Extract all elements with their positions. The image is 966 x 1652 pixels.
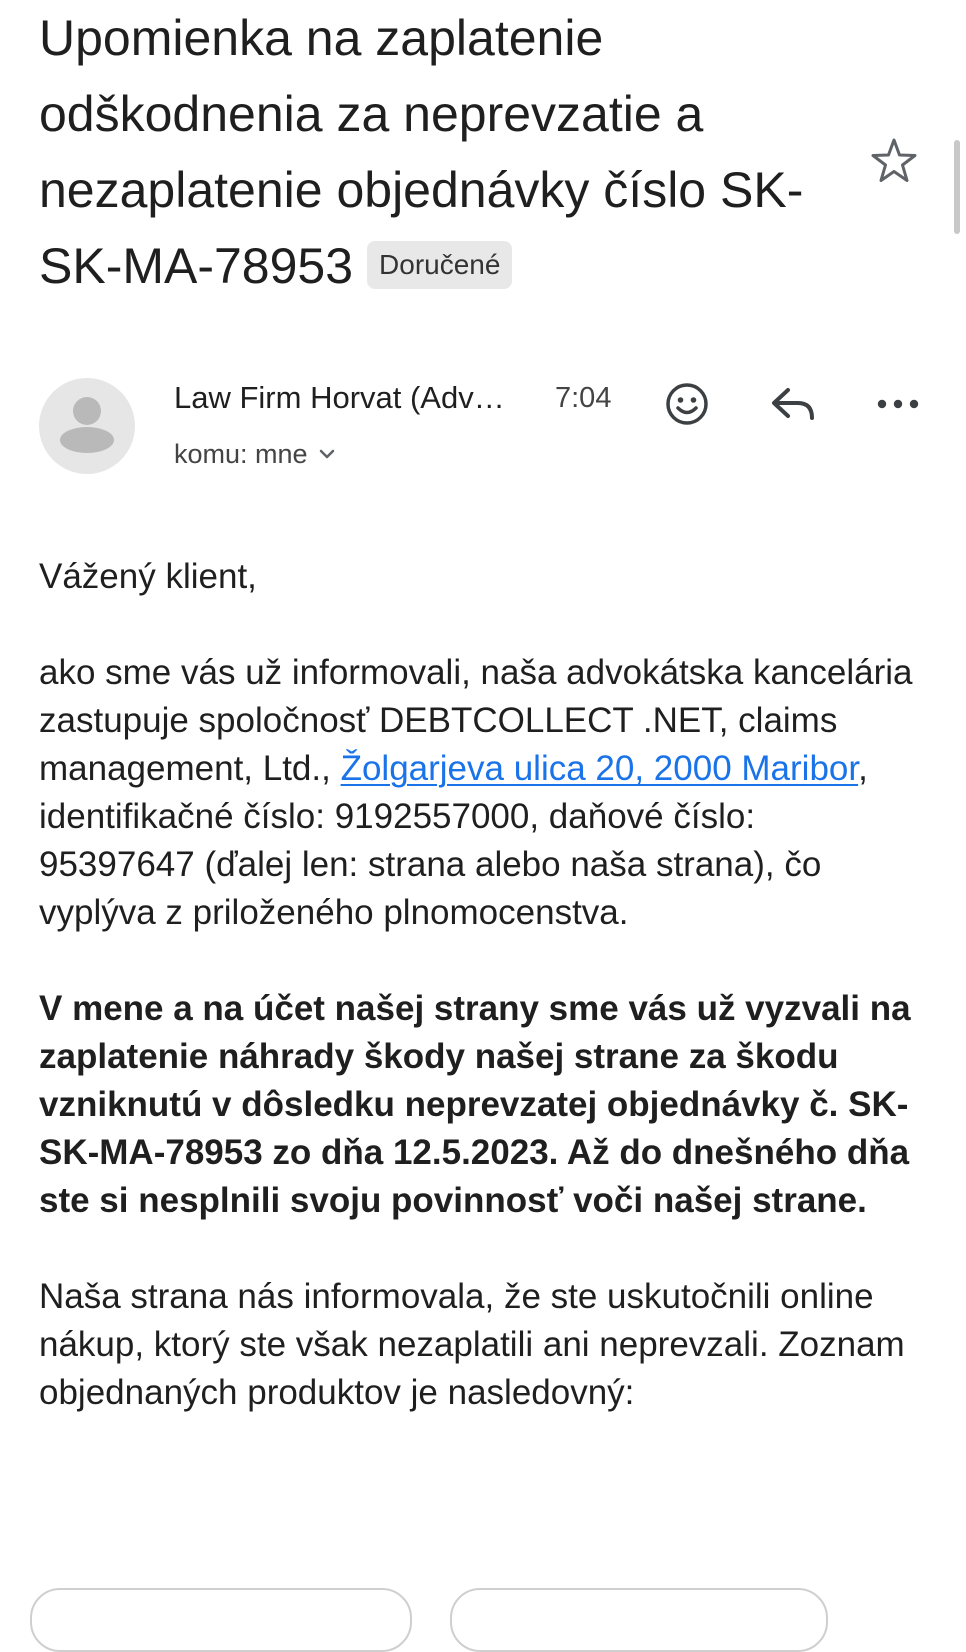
sender-name[interactable]: Law Firm Horvat (Adv… (174, 380, 505, 415)
star-icon[interactable] (868, 136, 920, 188)
chevron-down-icon (318, 448, 336, 460)
recipients-toggle[interactable] (174, 437, 336, 471)
attachment-chips (30, 1588, 930, 1628)
label-badge-inbox[interactable]: Doručené (367, 241, 512, 289)
emoji-reaction-button[interactable] (659, 376, 715, 432)
address-link[interactable]: Žolgarjeva ulica 20, 2000 Maribor (340, 749, 859, 788)
greeting: Vážený klient, (39, 557, 257, 596)
sender-avatar[interactable] (39, 378, 135, 474)
more-icon (876, 398, 920, 410)
body-paragraph-1 (39, 649, 919, 937)
paragraph-1-text-end: , identifikačné číslo: 9192557000, daňové číslo: 95397647 (ďalej len: strana alebo naša strana), čo vyplýva z priloženého plnomocenstva. (39, 749, 868, 932)
body-paragraph-2: V mene a na účet našej strany sme vás už vyzvali na zaplatenie náhrady škody našej strane za škodu vzniknutú v dôsledku neprevzatej objednávky č. SK-SK-MA-78953 zo dňa 12.5.2023. Až do dnešného dňa ste si nesplnili svoju povinnosť voči našej strane. (39, 989, 911, 1220)
emoji-icon (664, 381, 710, 427)
attachment-chip[interactable] (450, 1588, 828, 1652)
more-options-button[interactable] (870, 376, 926, 432)
scrollbar[interactable] (954, 140, 960, 234)
paragraph-1-text-start: ako sme vás už informovali, naša advokátska kancelária zastupuje spoločnosť DEBTCOLLECT .NET, claims management, Ltd., (39, 653, 913, 788)
subject-text: Upomienka na zaplatenie odškodnenia za neprevzatie a nezaplatenie objednávky číslo SK-SK-MA-78953 (39, 10, 804, 294)
sent-time: 7:04 (555, 382, 612, 414)
recipients-label: komu: mne (174, 439, 308, 469)
email-body (39, 553, 919, 1465)
body-paragraph-3: Naša strana nás informovala, že ste uskutočnili online nákup, ktorý ste však nezaplatili ani neprevzali. Zoznam objednaných produktov je nasledovný: (39, 1277, 905, 1412)
avatar-person-icon (39, 378, 135, 474)
reply-icon (768, 382, 818, 426)
reply-button[interactable] (765, 376, 821, 432)
attachment-chip[interactable] (30, 1588, 412, 1652)
email-subject (39, 0, 859, 304)
